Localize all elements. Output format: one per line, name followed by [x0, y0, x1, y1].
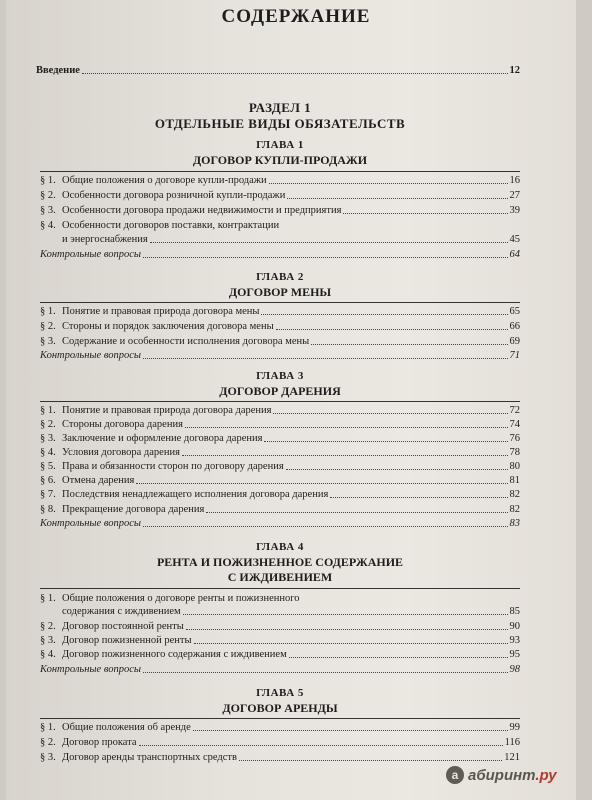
toc-entry[interactable] [40, 219, 520, 232]
toc-page-number: 12 [509, 65, 520, 76]
paragraph-number: § 2. [40, 737, 56, 748]
leader-dots [193, 730, 508, 731]
questions-label: Контрольные вопросы [40, 664, 142, 675]
leader-dots [139, 745, 503, 746]
paragraph-number: § 3. [40, 635, 56, 646]
leader-dots [239, 760, 502, 761]
toc-entry[interactable] [40, 432, 520, 445]
chapter-title: ДОГОВОР МЕНЫ [228, 285, 332, 299]
toc-entry-text: Общие положения о договоре ренты и пожизненного [62, 593, 300, 604]
toc-entry[interactable] [40, 751, 520, 764]
toc-page-number: 39 [509, 205, 520, 216]
leader-dots [185, 427, 508, 428]
toc-entry-text: и энергоснабжения [62, 234, 148, 245]
toc-page-number: 74 [509, 419, 520, 430]
toc-page-number: 64 [509, 249, 520, 260]
toc-entry[interactable] [40, 204, 520, 217]
questions-label: Контрольные вопросы [40, 350, 142, 361]
paragraph-number: § 4. [40, 220, 56, 231]
leader-dots [143, 672, 507, 673]
toc-entry-text: Прекращение договора дарения [62, 504, 205, 515]
toc-page-number: 90 [509, 621, 520, 632]
toc-intro-row[interactable] [36, 64, 520, 77]
toc-page-number: 98 [509, 664, 520, 675]
questions-label: Контрольные вопросы [40, 518, 142, 529]
toc-entry[interactable] [40, 189, 520, 202]
labirint-watermark [446, 766, 557, 784]
leader-dots [330, 497, 507, 498]
toc-entry-text: Договор пожизненной ренты [62, 635, 192, 646]
toc-entry[interactable] [40, 736, 520, 749]
toc-page-number: 76 [509, 433, 520, 444]
paragraph-number: § 6. [40, 475, 56, 486]
toc-entry[interactable] [40, 305, 520, 318]
watermark-text [468, 767, 557, 784]
toc-entry[interactable] [40, 488, 520, 501]
chapter-label: ГЛАВА 4 [256, 541, 304, 553]
paragraph-number: § 1. [40, 405, 56, 416]
paragraph-number: § 2. [40, 321, 56, 332]
toc-entry-text: Договор проката [62, 737, 137, 748]
toc-entry-continuation[interactable] [62, 605, 520, 618]
paragraph-number: § 1. [40, 593, 56, 604]
leader-dots [206, 512, 507, 513]
paragraph-number: § 7. [40, 489, 56, 500]
paragraph-number: § 3. [40, 752, 56, 763]
divider [40, 718, 520, 719]
chapter-title: ДОГОВОР КУПЛИ-ПРОДАЖИ [192, 153, 368, 167]
leader-dots [264, 441, 507, 442]
leader-dots [182, 455, 508, 456]
toc-entry[interactable] [40, 418, 520, 431]
toc-entry-text: содержания с иждивением [62, 606, 181, 617]
paragraph-number: § 8. [40, 504, 56, 515]
toc-page-number: 71 [509, 350, 520, 361]
toc-page-number: 78 [509, 447, 520, 458]
toc-entry-text: Стороны и порядок заключения договора мены [62, 321, 274, 332]
toc-entry[interactable] [40, 634, 520, 647]
paragraph-number: § 2. [40, 190, 56, 201]
paragraph-number: § 3. [40, 433, 56, 444]
toc-entry-text: Общие положения о договоре купли-продажи [62, 175, 267, 186]
toc-questions-row[interactable] [40, 349, 520, 362]
toc-entry-text: Условия договора дарения [62, 447, 180, 458]
toc-entry[interactable] [40, 648, 520, 661]
leader-dots [143, 526, 507, 527]
toc-entry[interactable] [40, 620, 520, 633]
toc-entry-text: Понятие и правовая природа договора мены [62, 306, 260, 317]
leader-dots [269, 183, 508, 184]
chapter-title: ДОГОВОР АРЕНДЫ [222, 701, 338, 715]
toc-questions-row[interactable] [40, 663, 520, 676]
toc-entry-text: Договор аренды транспортных средств [62, 752, 237, 763]
leader-dots [261, 314, 507, 315]
toc-page-number: 72 [509, 405, 520, 416]
toc-page-number: 82 [509, 489, 520, 500]
toc-entry-text: Заключение и оформление договора дарения [62, 433, 263, 444]
leader-dots [136, 483, 507, 484]
leader-dots [183, 614, 508, 615]
toc-page-number: 45 [509, 234, 520, 245]
toc-entry-text: Особенности договора продажи недвижимости и предприятия [62, 205, 342, 216]
toc-entry-text: Последствия ненадлежащего исполнения договора дарения [62, 489, 329, 500]
chapter-label: ГЛАВА 2 [256, 271, 304, 283]
page-title: СОДЕРЖАНИЕ [221, 6, 371, 27]
chapter-title: ДОГОВОР ДАРЕНИЯ [219, 384, 341, 398]
leader-dots [343, 213, 507, 214]
toc-page-number: 85 [509, 606, 520, 617]
leader-dots [82, 73, 508, 74]
toc-entry[interactable] [40, 460, 520, 473]
leader-dots [194, 643, 508, 644]
toc-entry[interactable] [40, 592, 520, 605]
toc-page-number: 99 [509, 722, 520, 733]
toc-entry[interactable] [40, 174, 520, 187]
leader-dots [311, 344, 507, 345]
paragraph-number: § 1. [40, 175, 56, 186]
toc-entry[interactable] [40, 503, 520, 516]
labirint-logo-icon: a [446, 766, 464, 784]
paragraph-number: § 2. [40, 621, 56, 632]
chapter-title: РЕНТА И ПОЖИЗНЕННОЕ СОДЕРЖАНИЕ [156, 555, 404, 569]
paragraph-number: § 4. [40, 447, 56, 458]
divider [40, 401, 520, 402]
chapter-label: ГЛАВА 3 [256, 370, 304, 382]
toc-entry-text: Отмена дарения [62, 475, 135, 486]
toc-entry[interactable] [40, 474, 520, 487]
leader-dots [143, 257, 507, 258]
leader-dots [289, 657, 508, 658]
paragraph-number: § 1. [40, 306, 56, 317]
toc-entry-text: Права и обязанности сторон по договору дарения [62, 461, 284, 472]
toc-entry[interactable] [40, 320, 520, 333]
toc-questions-row[interactable] [40, 517, 520, 530]
toc-entry-text: Договор пожизненного содержания с иждивением [62, 649, 287, 660]
leader-dots [150, 242, 508, 243]
questions-label: Контрольные вопросы [40, 249, 142, 260]
toc-page-number: 95 [509, 649, 520, 660]
toc-entry[interactable] [40, 721, 520, 734]
paragraph-number: § 1. [40, 722, 56, 733]
toc-page-number: 83 [509, 518, 520, 529]
toc-intro-label: Введение [36, 65, 80, 76]
toc-page-number: 80 [509, 461, 520, 472]
toc-entry-continuation[interactable] [62, 233, 520, 246]
paragraph-number: § 3. [40, 336, 56, 347]
leader-dots [286, 469, 508, 470]
toc-entry-text: Содержание и особенности исполнения договора мены [62, 336, 310, 347]
toc-entry-text: Договор постоянной ренты [62, 621, 184, 632]
paragraph-number: § 2. [40, 419, 56, 430]
toc-entry-text: Особенности договоров поставки, контрактации [62, 220, 280, 231]
paragraph-number: § 5. [40, 461, 56, 472]
paragraph-number: § 4. [40, 649, 56, 660]
toc-entry-text: Стороны договора дарения [62, 419, 183, 430]
chapter-label: ГЛАВА 1 [256, 139, 304, 151]
watermark-tld: .ру [535, 766, 557, 784]
leader-dots [186, 629, 508, 630]
toc-page-number: 81 [509, 475, 520, 486]
leader-dots [287, 198, 507, 199]
toc-page-number: 65 [509, 306, 520, 317]
divider [40, 171, 520, 172]
section-title: ОТДЕЛЬНЫЕ ВИДЫ ОБЯЗАТЕЛЬСТВ [154, 116, 406, 131]
toc-entry[interactable] [40, 404, 520, 417]
toc-questions-row[interactable] [40, 248, 520, 261]
toc-page-number: 69 [509, 336, 520, 347]
chapter-label: ГЛАВА 5 [256, 687, 304, 699]
paragraph-number: § 3. [40, 205, 56, 216]
toc-entry[interactable] [40, 335, 520, 348]
leader-dots [276, 329, 508, 330]
leader-dots [143, 358, 507, 359]
toc-entry-text: Особенности договора розничной купли-продажи [62, 190, 286, 201]
toc-page-number: 66 [509, 321, 520, 332]
toc-page-number: 121 [504, 752, 520, 763]
divider [40, 302, 520, 303]
leader-dots [273, 413, 507, 414]
chapter-title-cont: С ИЖДИВЕНИЕМ [227, 570, 333, 584]
toc-entry-text: Общие положения об аренде [62, 722, 191, 733]
toc-page-number: 116 [504, 737, 520, 748]
toc-page-number: 16 [509, 175, 520, 186]
toc-page-number: 93 [509, 635, 520, 646]
toc-entry-text: Понятие и правовая природа договора дарения [62, 405, 272, 416]
section-number: РАЗДЕЛ 1 [248, 100, 312, 115]
divider [40, 588, 520, 589]
watermark-name: абиринт [468, 766, 536, 784]
toc-page-number: 82 [509, 504, 520, 515]
toc-entry[interactable] [40, 446, 520, 459]
toc-page-number: 27 [509, 190, 520, 201]
